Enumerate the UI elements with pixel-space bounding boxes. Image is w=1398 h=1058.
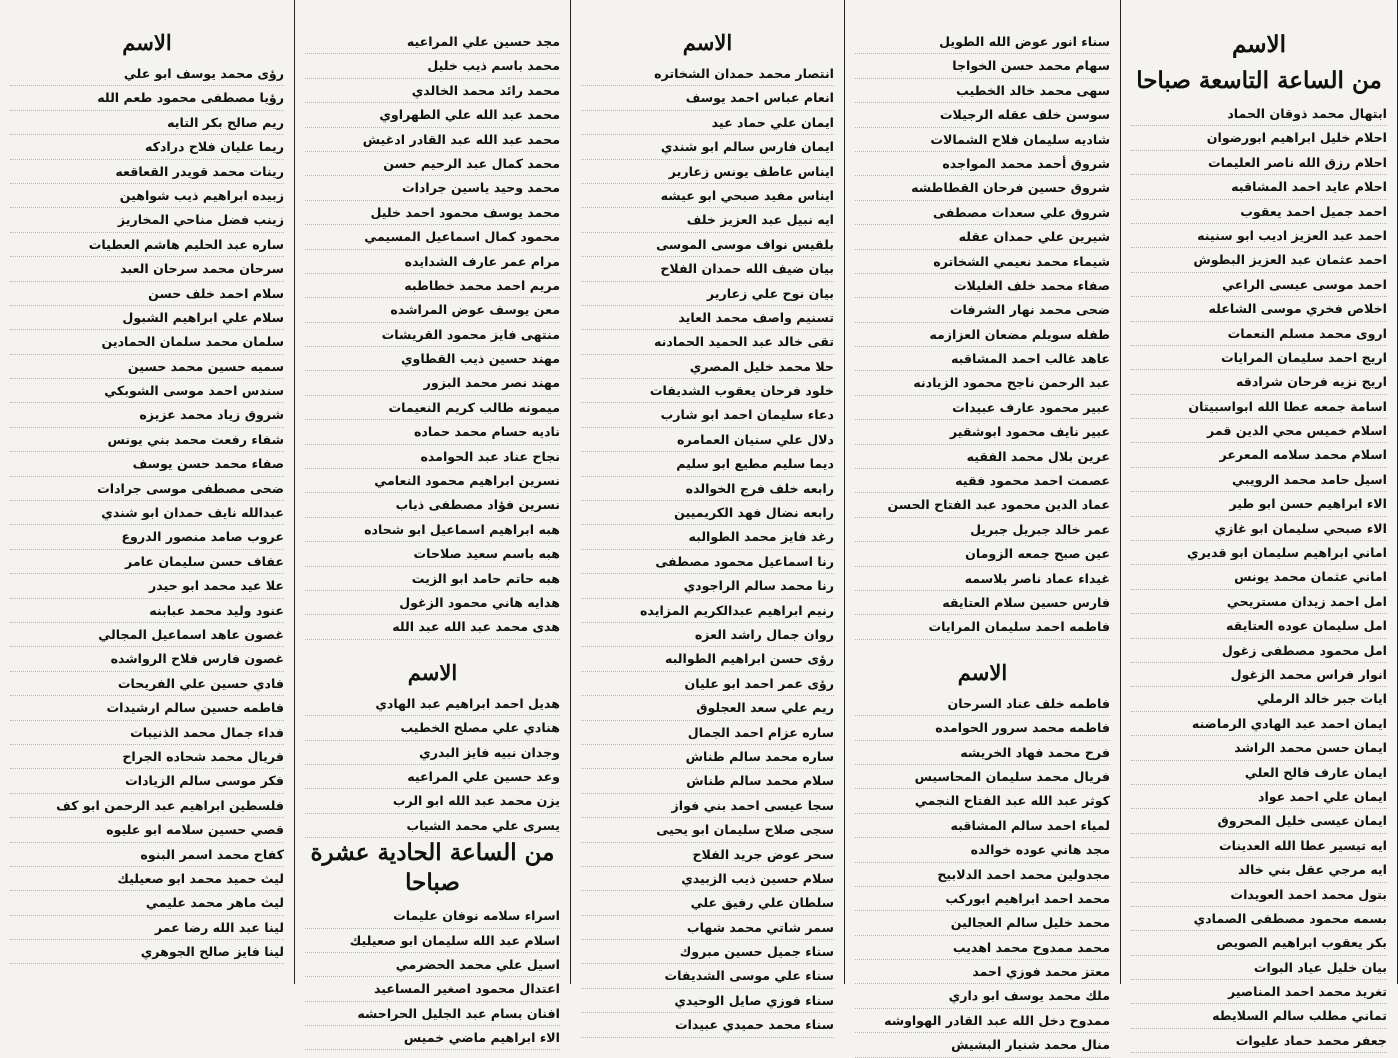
list-item: رينات محمد قويدر القعاقعه: [10, 160, 284, 184]
list-item: شروق علي سعدات مصطفى: [855, 201, 1110, 225]
list-item: ضحى محمد نهار الشرفات: [855, 298, 1110, 322]
names-list: [305, 692, 560, 838]
list-item: مهند نصر محمد البزور: [305, 371, 560, 395]
list-item: عبير نايف محمود ابوشقير: [855, 420, 1110, 444]
list-item: اماني ابراهيم سليمان ابو قديري: [1131, 541, 1387, 565]
list-item: غصون عاهد اسماعيل المجالي: [10, 623, 284, 647]
list-item: هنادي علي مصلح الخطيب: [305, 716, 560, 740]
list-item: مرام عمر عارف الشدايده: [305, 250, 560, 274]
list-item: سجى صلاح سليمان ابو يحيى: [581, 818, 834, 842]
list-item: هدى محمد عبد الله عبد الله: [305, 615, 560, 639]
list-item: محمد احمد ابراهيم ابوركب: [855, 887, 1110, 911]
list-item: احمد عثمان عبد العزيز البطوش: [1131, 248, 1387, 272]
names-list: [305, 30, 560, 640]
list-item: عين صبح جمعه الزومان: [855, 542, 1110, 566]
column-heading: الاسم: [407, 659, 458, 685]
list-item: تغريد محمد احمد المناصير: [1131, 980, 1387, 1004]
list-item: منال محمد شنيار البشيش: [855, 1033, 1110, 1057]
list-item: عرين بلال محمد الفقيه: [855, 445, 1110, 469]
list-item: لينا عبد الله رضا عمر: [10, 916, 284, 940]
list-item: رؤى حسن ابراهيم الطوالبه: [581, 647, 834, 671]
list-item: تماني مطلب سالم السلايطه: [1131, 1004, 1387, 1028]
list-item: احمد جميل احمد يعقوب: [1131, 200, 1387, 224]
list-item: سناء محمد حميدي عبيدات: [581, 1013, 834, 1037]
list-item: رغد فايز محمد الطوالبه: [581, 525, 834, 549]
list-item: اعتدال محمود اصغير المساعيد: [305, 977, 560, 1001]
list-item: سلام محمد سالم طناش: [581, 769, 834, 793]
list-item: انوار فراس محمد الزغول: [1131, 663, 1387, 687]
list-item: بكر يعقوب ابراهيم الصويص: [1131, 931, 1387, 955]
list-item: محمد باسم ذيب خليل: [305, 54, 560, 78]
list-item: ميمونه طالب كريم النعيمات: [305, 396, 560, 420]
list-item: سناء انور عوض الله الطويل: [855, 30, 1110, 54]
list-item: فاطمه محمد سرور الحوامده: [855, 716, 1110, 740]
section-spacer: [305, 640, 560, 660]
list-item: اسلام خميس محي الدين قمر: [1131, 419, 1387, 443]
list-item: صفاء محمد حسن يوسف: [10, 452, 284, 476]
list-item: عماد الدين محمود عبد الفتاح الحسن: [855, 493, 1110, 517]
list-item: نسرين فؤاد مصطفى ذياب: [305, 493, 560, 517]
list-item: زبيده ابراهيم ذيب شواهين: [10, 184, 284, 208]
list-item: ايه نبيل عبد العزيز خلف: [581, 208, 834, 232]
list-item: ايه مرجي عقل بني خالد: [1131, 858, 1387, 882]
list-item: حلا محمد خليل المصري: [581, 355, 834, 379]
list-item: سجا عيسى احمد بني فواز: [581, 794, 834, 818]
list-item: بيان خليل عياد البوات: [1131, 956, 1387, 980]
list-item: فكر موسى سالم الزيادات: [10, 769, 284, 793]
list-item: امل احمد زيدان مستريحي: [1131, 590, 1387, 614]
list-item: سحر عوض جريد الفلاح: [581, 843, 834, 867]
names-column-4: [294, 0, 570, 1046]
list-item: محمد ممدوح محمد اهديب: [855, 936, 1110, 960]
list-item: معن يوسف عوض المراشده: [305, 298, 560, 322]
list-item: اماني عثمان محمد يونس: [1131, 565, 1387, 589]
list-item: سناء علي موسى الشديفات: [581, 964, 834, 988]
list-item: غيداء عماد ناصر بلاسمه: [855, 567, 1110, 591]
list-item: خلود فرحان يعقوب الشديفات: [581, 379, 834, 403]
list-item: سناء جميل حسين مبروك: [581, 940, 834, 964]
list-item: اسلام عبد الله سليمان ابو صعيليك: [305, 929, 560, 953]
list-item: بيان ضيف الله حمدان الفلاح: [581, 257, 834, 281]
list-item: ممدوح دخل الله عبد القادر الهواوشه: [855, 1009, 1110, 1033]
list-item: ضحى مصطفى موسى جرادات: [10, 477, 284, 501]
list-item: شيرين علي حمدان عقله: [855, 225, 1110, 249]
list-item: ايمان احمد عبد الهادي الرماضنه: [1131, 712, 1387, 736]
list-item: عفاف حسن سليمان عامر: [10, 550, 284, 574]
list-item: دلال علي سنيان العمامره: [581, 428, 834, 452]
list-item: محمد عبد الله عبد القادر ادغيش: [305, 128, 560, 152]
list-item: رنيم ابراهيم عبدالكريم المزايده: [581, 599, 834, 623]
list-item: رؤى عمر احمد ابو عليان: [581, 672, 834, 696]
list-item: سلام حسين ذيب الزبيدي: [581, 867, 834, 891]
session-time-heading: من الساعة التاسعة صباحا: [1136, 67, 1382, 94]
list-item: اسيل حامد محمد الرويبي: [1131, 468, 1387, 492]
list-item: هبه باسم سعيد صلاحات: [305, 542, 560, 566]
list-item: احلام عايد احمد المشاقبه: [1131, 175, 1387, 199]
list-item: احمد موسى عيسى الراعي: [1131, 273, 1387, 297]
list-item: فرح محمد فهاد الخريشه: [855, 741, 1110, 765]
list-item: رنا محمد سالم الراجودي: [581, 574, 834, 598]
list-item: احلام رزق الله ناصر العليمات: [1131, 151, 1387, 175]
names-column-2: [844, 0, 1120, 1053]
column-heading: الاسم: [1231, 31, 1287, 58]
list-item: ايه تيسير عطا الله العدينات: [1131, 834, 1387, 858]
list-item: سلام علي ابراهيم الشبول: [10, 306, 284, 330]
list-item: ابتهال محمد ذوقان الحماد: [1131, 102, 1387, 126]
list-item: اسراء سلامه نوفان عليمات: [305, 904, 560, 928]
list-item: ايمان عارف فالح العلي: [1131, 761, 1387, 785]
list-item: ايناس عاطف يونس زعارير: [581, 160, 834, 184]
list-item: شروق أحمد محمد المواجده: [855, 152, 1110, 176]
list-item: شفاء رفعت محمد بني يونس: [10, 428, 284, 452]
names-column-5: [0, 0, 294, 984]
list-item: شاديه سليمان فلاح الشمالات: [855, 128, 1110, 152]
list-item: صفاء محمد خلف الغليلات: [855, 274, 1110, 298]
list-item: محمد رائد محمد الخالدي: [305, 79, 560, 103]
list-item: فادي حسين علي الفريحات: [10, 672, 284, 696]
list-item: اريج احمد سليمان المرايات: [1131, 346, 1387, 370]
names-list: [10, 62, 284, 964]
names-list: [855, 692, 1110, 1058]
list-item: مجد هاني عوده خوالده: [855, 838, 1110, 862]
list-item: انعام عباس احمد يوسف: [581, 86, 834, 110]
list-item: الاء صبحي سليمان ابو غازي: [1131, 517, 1387, 541]
list-item: عروب صامد منصور الدروع: [10, 525, 284, 549]
list-item: بيان نوح علي زعارير: [581, 282, 834, 306]
list-item: عبدالله نايف حمدان ابو شندي: [10, 501, 284, 525]
names-column-3: [570, 0, 844, 1033]
list-item: ساره محمد سالم طناش: [581, 745, 834, 769]
list-item: محمود كمال اسماعيل المسيمي: [305, 225, 560, 249]
list-item: فاطمه احمد سليمان المرايات: [855, 615, 1110, 639]
list-item: سرحان محمد سرحان العبد: [10, 257, 284, 281]
list-item: سندس احمد موسى الشوبكي: [10, 379, 284, 403]
list-item: سهى محمد خالد الخطيب: [855, 79, 1110, 103]
list-item: سلمان محمد سلمان الحمادين: [10, 330, 284, 354]
list-item: عبد الرحمن ناجح محمود الزيادنه: [855, 371, 1110, 395]
names-column-1: [1120, 0, 1398, 1048]
list-item: ريم علي سعد العجلوق: [581, 696, 834, 720]
list-item: اسلام محمد سلامه المعرعر: [1131, 443, 1387, 467]
list-item: سناء فوزي صايل الوحيدي: [581, 989, 834, 1013]
list-item: امل محمود مصطفى زغول: [1131, 639, 1387, 663]
list-item: سمر شاتي محمد شهاب: [581, 916, 834, 940]
list-item: ديما سليم مطيع ابو سليم: [581, 452, 834, 476]
list-item: محمد وحيد ياسين جرادات: [305, 176, 560, 200]
names-list: [305, 904, 560, 1050]
list-item: محمد خليل سالم العجالين: [855, 911, 1110, 935]
list-item: ريم صالح بكر التايه: [10, 111, 284, 135]
list-item: اروى محمد مسلم النعمات: [1131, 322, 1387, 346]
list-item: ريما عليان فلاح درادكه: [10, 135, 284, 159]
list-item: مريم احمد محمد خطاطبه: [305, 274, 560, 298]
list-item: سهام محمد حسن الخواجا: [855, 54, 1110, 78]
list-item: فداء جمال محمد الذنيبات: [10, 721, 284, 745]
list-item: كوثر عبد الله عبد الفتاح النجمي: [855, 789, 1110, 813]
list-item: ساره عزام احمد الجمال: [581, 721, 834, 745]
list-item: عبير محمود عارف عبيدات: [855, 396, 1110, 420]
list-item: فريال محمد شحاده الجراح: [10, 745, 284, 769]
list-item: شروق زياد محمد عزيزه: [10, 403, 284, 427]
list-item: يسرى علي محمد الشياب: [305, 814, 560, 838]
list-item: لمياء احمد سالم المشاقبه: [855, 814, 1110, 838]
list-item: ايمان علي حماد عيد: [581, 111, 834, 135]
list-item: روان جمال راشد العزه: [581, 623, 834, 647]
column-heading: الاسم: [957, 659, 1008, 685]
list-item: مهند حسين ذيب القطاوي: [305, 347, 560, 371]
list-item: قصي حسين سلامه ابو عليوه: [10, 818, 284, 842]
list-item: يزن محمد عبد الله ابو الرب: [305, 789, 560, 813]
list-item: ساره عبد الحليم هاشم العطيات: [10, 233, 284, 257]
list-item: هديل احمد ابراهيم عبد الهادي: [305, 692, 560, 716]
list-item: فاطمه خلف عناد السرحان: [855, 692, 1110, 716]
list-item: الاء ابراهيم ماضي خميس: [305, 1026, 560, 1050]
list-item: سلطان علي رفيق علي: [581, 891, 834, 915]
list-item: اسامة جمعه عطا الله ابواسبيتان: [1131, 395, 1387, 419]
list-item: غصون فارس فلاح الرواشده: [10, 647, 284, 671]
list-item: الاء ابراهيم حسن ابو طير: [1131, 492, 1387, 516]
list-item: ناديه حسام محمد حماده: [305, 420, 560, 444]
list-item: نسرين ابراهيم محمود النعامي: [305, 469, 560, 493]
column-heading: الاسم: [682, 30, 733, 55]
list-item: جعفر محمد حماد عليوات: [1131, 1029, 1387, 1053]
list-item: ايمان حسن محمد الراشد: [1131, 736, 1387, 760]
list-item: منتهى فايز محمود القريشات: [305, 323, 560, 347]
list-item: وعد حسين علي المراعيه: [305, 765, 560, 789]
list-item: مجدولين محمد احمد الدلابيح: [855, 863, 1110, 887]
list-item: ليث ماهر محمد عليمي: [10, 891, 284, 915]
list-item: فارس حسين سلام العتايقه: [855, 591, 1110, 615]
list-item: سلام احمد خلف حسن: [10, 282, 284, 306]
list-item: انتصار محمد حمدان الشخاتره: [581, 62, 834, 86]
list-item: ليث حميد محمد ابو صعيليك: [10, 867, 284, 891]
list-item: شيماء محمد نعيمي الشخاتره: [855, 250, 1110, 274]
list-item: مجد حسين علي المراعيه: [305, 30, 560, 54]
list-item: رؤيا مصطفى محمود طعم الله: [10, 86, 284, 110]
list-item: عاهد غالب احمد المشاقبه: [855, 347, 1110, 371]
list-item: ايمان عيسى خليل المحروق: [1131, 809, 1387, 833]
list-item: طفله سويلم مضعان العزازمه: [855, 323, 1110, 347]
list-item: فريال محمد سليمان المحاسيس: [855, 765, 1110, 789]
list-item: عمر خالد جبريل جبريل: [855, 518, 1110, 542]
list-item: محمد عبد الله علي الطهراوي: [305, 103, 560, 127]
list-item: هبه ابراهيم اسماعيل ابو شحاده: [305, 518, 560, 542]
list-item: زينب فضل مناحي المخاريز: [10, 208, 284, 232]
list-item: افنان بسام عبد الجليل الحراحشه: [305, 1002, 560, 1026]
list-item: رابعه نضال فهد الكريميين: [581, 501, 834, 525]
list-item: كفاح محمد اسمر البنوه: [10, 843, 284, 867]
list-item: ملك محمد يوسف ابو داري: [855, 984, 1110, 1008]
names-list: [855, 30, 1110, 640]
names-list: [1131, 102, 1387, 1053]
list-item: ايات جبر خالد الرملي: [1131, 687, 1387, 711]
list-item: عصمت احمد محمود فقيه: [855, 469, 1110, 493]
list-item: سميه حسين محمد حسين: [10, 355, 284, 379]
section-spacer: [855, 640, 1110, 660]
list-item: رنا اسماعيل محمود مصطفى: [581, 550, 834, 574]
list-item: علا عيد محمد ابو حيدر: [10, 574, 284, 598]
list-item: تسنيم واصف محمد العايد: [581, 306, 834, 330]
list-item: معتز محمد فوزي احمد: [855, 960, 1110, 984]
list-item: هدايه هاني محمود الزغول: [305, 591, 560, 615]
list-item: دعاء سليمان احمد ابو شارب: [581, 403, 834, 427]
list-item: نجاح عناد عبد الحوامده: [305, 445, 560, 469]
list-item: بتول محمد احمد العويدات: [1131, 883, 1387, 907]
list-item: رؤى محمد يوسف ابو علي: [10, 62, 284, 86]
list-item: لينا فايز صالح الجوهري: [10, 940, 284, 964]
list-item: بسمه محمود مصطفى الصمادي: [1131, 907, 1387, 931]
list-item: احلام خليل ابراهيم ابورضوان: [1131, 126, 1387, 150]
list-item: احمد عبد العزيز اديب ابو سنينه: [1131, 224, 1387, 248]
list-item: بلقيس نواف موسى الموسى: [581, 233, 834, 257]
list-item: عنود وليد محمد عبابنه: [10, 599, 284, 623]
list-item: شروق حسين فرحان القطاطشه: [855, 176, 1110, 200]
list-item: محمد كمال عبد الرحيم حسن: [305, 152, 560, 176]
session-time-heading: من الساعة الحادية عشرة صباحا: [310, 839, 555, 897]
list-item: اسيل علي محمد الحضرمي: [305, 953, 560, 977]
list-item: فلسطين ابراهيم عبد الرحمن ابو كف: [10, 794, 284, 818]
list-item: ايمان فارس سالم ابو شندي: [581, 135, 834, 159]
list-item: محمد يوسف محمود احمد خليل: [305, 201, 560, 225]
names-list: [581, 62, 834, 1038]
list-item: اريج نزيه فرحان شرادقه: [1131, 370, 1387, 394]
list-item: فاطمه حسين سالم ارشيدات: [10, 696, 284, 720]
list-item: هبه حاتم حامد ابو الزيت: [305, 567, 560, 591]
list-item: تقى خالد عبد الحميد الحمادنه: [581, 330, 834, 354]
list-item: ايمان علي احمد عواد: [1131, 785, 1387, 809]
list-item: رابعه خلف فرج الخوالده: [581, 477, 834, 501]
list-item: ايناس مفيد صبحي ابو عيشه: [581, 184, 834, 208]
list-item: امل سليمان عوده العتايقه: [1131, 614, 1387, 638]
list-item: اخلاص فخري موسى الشاعله: [1131, 297, 1387, 321]
list-item: سوسن خلف عقله الرجيلات: [855, 103, 1110, 127]
column-heading: الاسم: [122, 30, 172, 55]
list-item: وجدان نبيه فايز البدري: [305, 741, 560, 765]
